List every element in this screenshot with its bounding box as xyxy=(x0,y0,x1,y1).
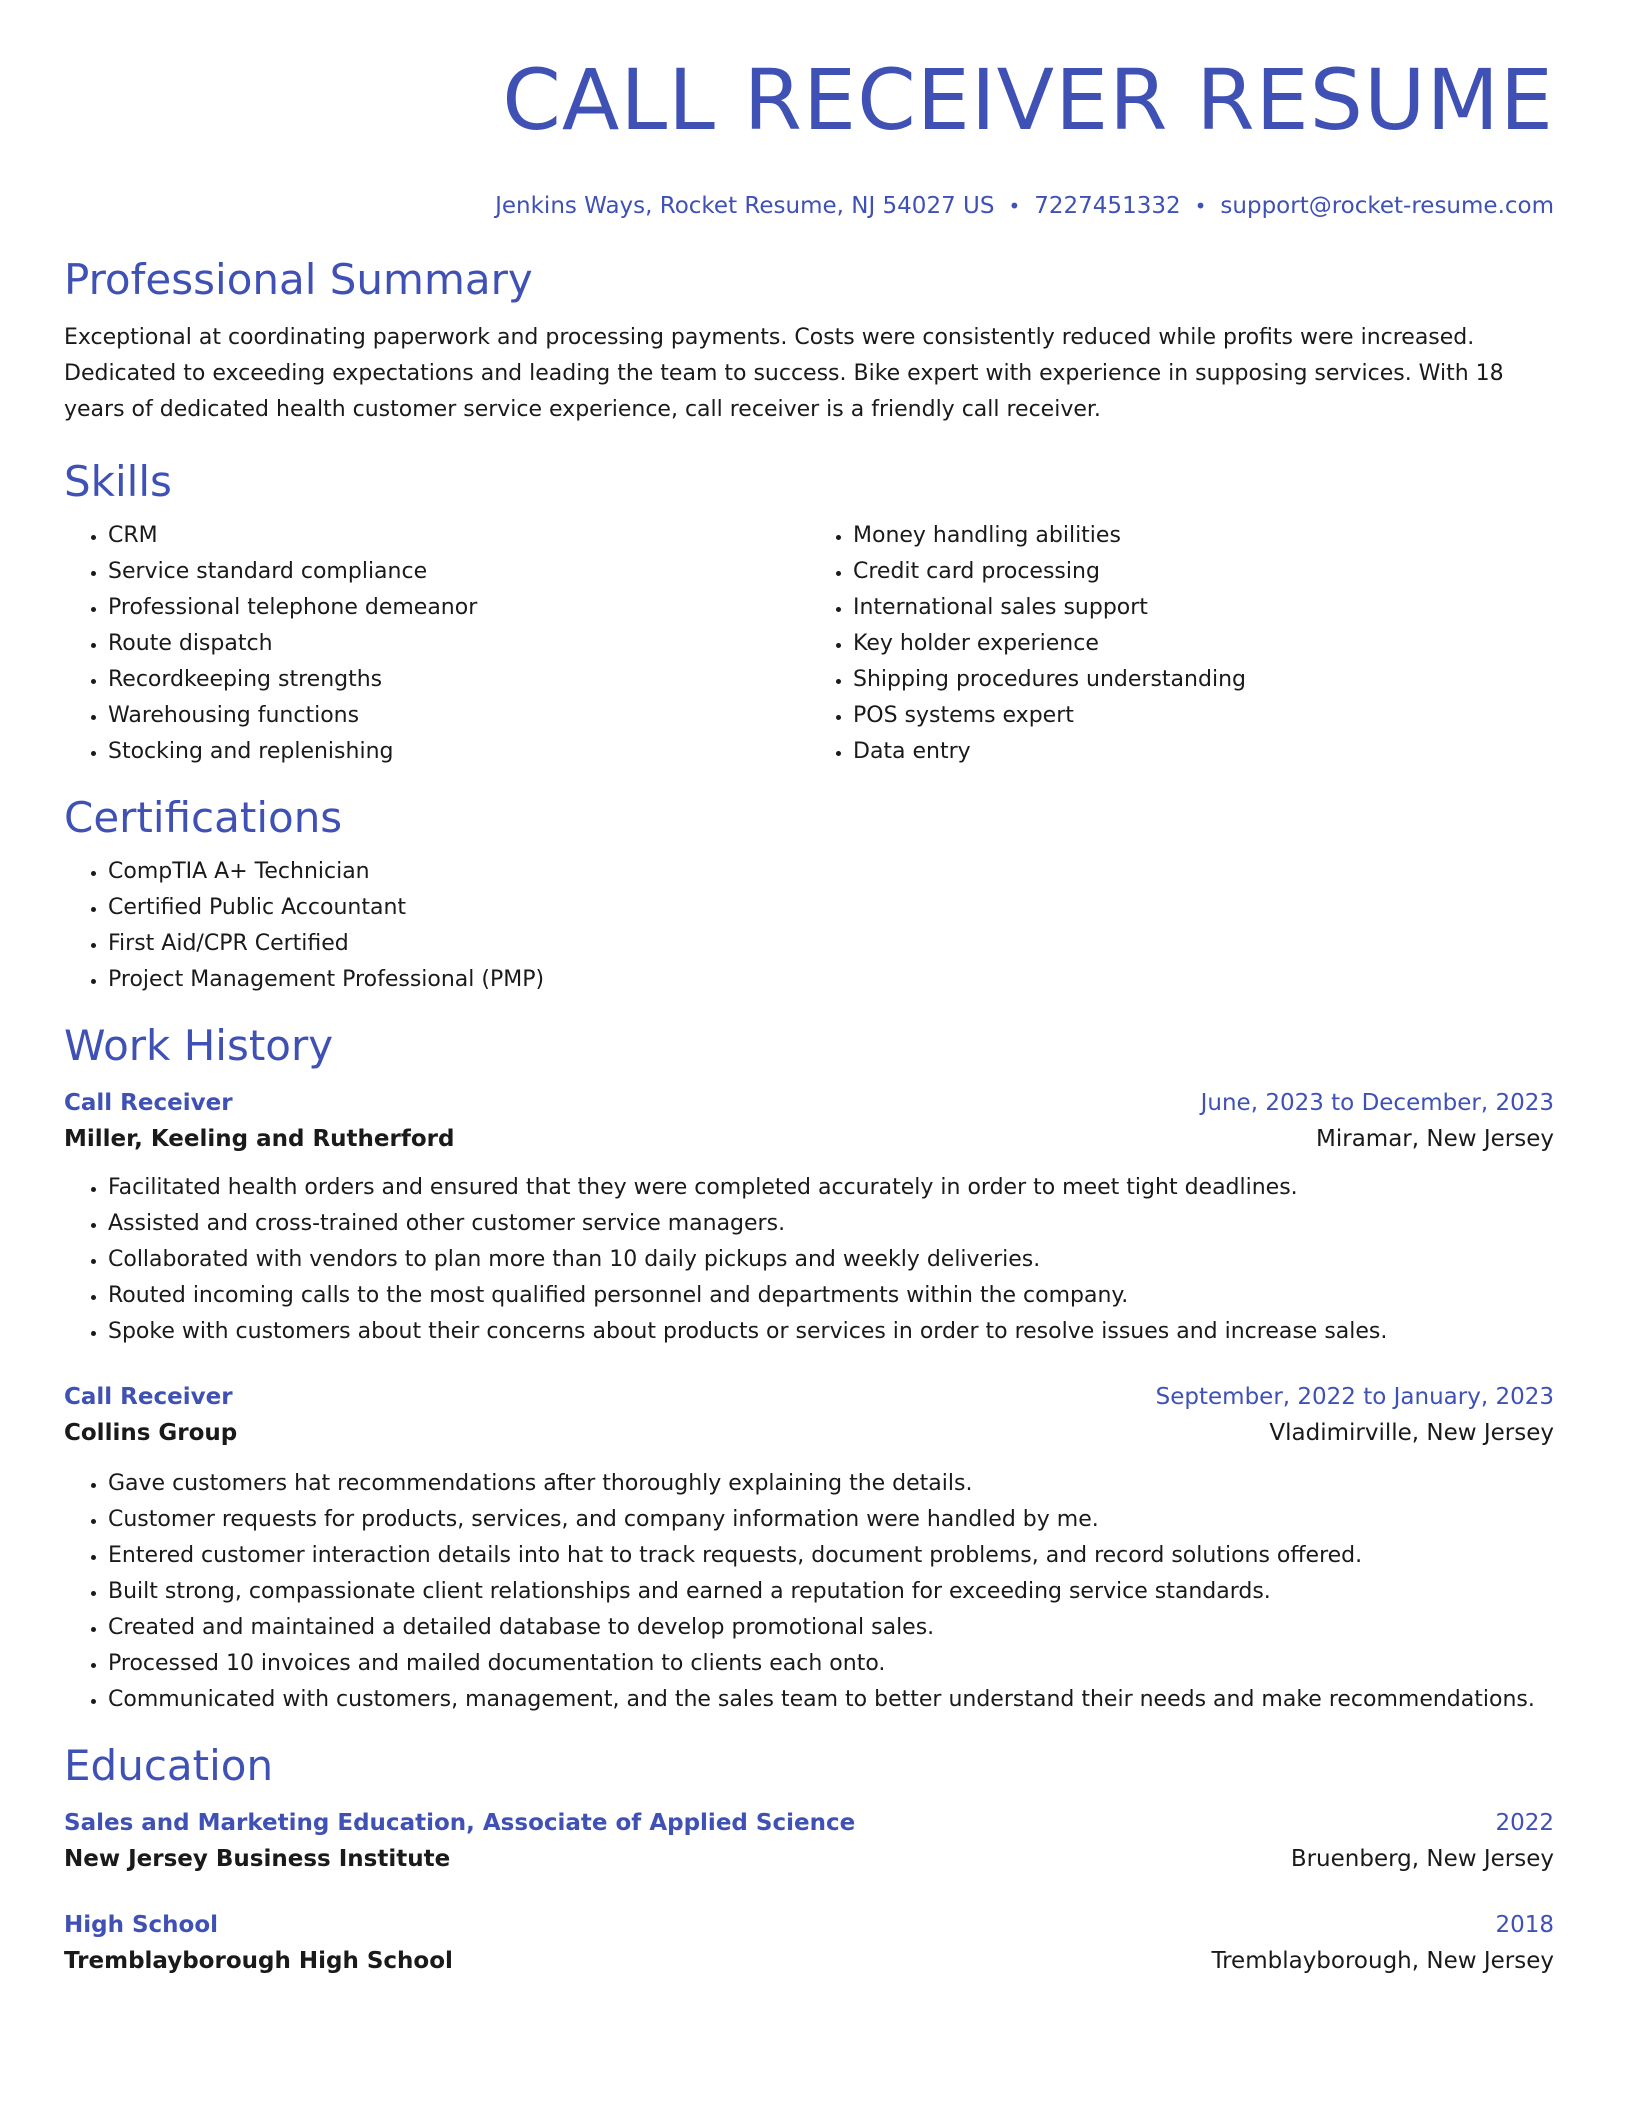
job-location: Vladimirville, New Jersey xyxy=(1269,1420,1554,1446)
skill-item: • Money handling abilities xyxy=(853,518,1554,554)
education-year: 2022 xyxy=(1495,1810,1554,1836)
contact-phone: 7227451332 xyxy=(1034,193,1181,219)
skill-item: • Shipping procedures understanding xyxy=(853,662,1554,698)
skills-list xyxy=(64,518,1554,770)
education-degree-row xyxy=(64,1908,1554,1942)
certifications-list xyxy=(64,854,1554,998)
job-bullet: • Routed incoming calls to the most qualified personnel and departments within the company. xyxy=(108,1278,1554,1314)
skill-item: • Credit card processing xyxy=(853,554,1554,590)
job-bullet: • Customer requests for products, services, and company information were handled by me. xyxy=(108,1502,1554,1538)
summary-heading: Professional Summary xyxy=(64,255,533,304)
education-location: Bruenberg, New Jersey xyxy=(1290,1846,1554,1872)
certification-item: • Project Management Professional (PMP) xyxy=(108,962,1554,998)
job-bullet: • Gave customers hat recommendations after thoroughly explaining the details. xyxy=(108,1466,1554,1502)
skill-item: • International sales support xyxy=(853,590,1554,626)
skill-item: • CRM xyxy=(108,518,809,554)
skills-heading: Skills xyxy=(64,457,172,506)
separator-dot: • xyxy=(1008,194,1021,218)
job-bullet: • Created and maintained a detailed database to develop promotional sales. xyxy=(108,1610,1554,1646)
skill-item: • Data entry xyxy=(853,734,1554,770)
separator-dot: • xyxy=(1194,194,1207,218)
job-bullet: • Processed 10 invoices and mailed documentation to clients each onto. xyxy=(108,1646,1554,1682)
job-bullets xyxy=(64,1170,1554,1350)
skill-item: • POS systems expert xyxy=(853,698,1554,734)
resume-header xyxy=(64,0,1554,222)
job-dates: September, 2022 to January, 2023 xyxy=(1155,1384,1554,1410)
job-entry xyxy=(64,1380,1554,1718)
certifications-heading: Certifications xyxy=(64,793,343,842)
job-title-row xyxy=(64,1380,1554,1414)
job-bullet: • Built strong, compassionate client relationships and earned a reputation for exceeding service standards. xyxy=(108,1574,1554,1610)
job-bullet: • Communicated with customers, management, and the sales team to better understand their needs and make recommendations. xyxy=(108,1682,1554,1718)
resume-title: CALL RECEIVER RESUME xyxy=(502,51,1554,149)
job-dates: June, 2023 to December, 2023 xyxy=(1200,1090,1554,1116)
skill-item: • Stocking and replenishing xyxy=(108,734,809,770)
education-school: Tremblayborough High School xyxy=(64,1948,453,1974)
job-bullet: • Facilitated health orders and ensured that they were completed accurately in order to meet tight deadlines. xyxy=(108,1170,1554,1206)
summary-text: Exceptional at coordinating paperwork and processing payments. Costs were consistently reduced while profits were increased. Dedicated to exceeding expectations and leading the team to success. Bike expert with experience in supposing services. With 18 years of dedicated health customer service experience, call receiver is a friendly call receiver. xyxy=(64,325,1504,422)
job-company-row xyxy=(64,1120,1554,1158)
contact-line xyxy=(64,190,1554,222)
certification-item: • First Aid/CPR Certified xyxy=(108,926,1554,962)
job-title-row xyxy=(64,1086,1554,1120)
contact-address: Jenkins Ways, Rocket Resume, NJ 54027 US xyxy=(495,193,995,219)
job-bullet: • Entered customer interaction details into hat to track requests, document problems, and record solutions offered. xyxy=(108,1538,1554,1574)
education-entry xyxy=(64,1806,1554,1878)
skill-item: • Warehousing functions xyxy=(108,698,809,734)
certification-item: • CompTIA A+ Technician xyxy=(108,854,1554,890)
contact-email: support@rocket-resume.com xyxy=(1220,193,1554,219)
skill-item: • Service standard compliance xyxy=(108,554,809,590)
skill-item: • Recordkeeping strengths xyxy=(108,662,809,698)
job-role: Call Receiver xyxy=(64,1090,233,1116)
job-entry xyxy=(64,1086,1554,1350)
education-school: New Jersey Business Institute xyxy=(64,1846,451,1872)
education-school-row xyxy=(64,1840,1554,1878)
work-history-heading: Work History xyxy=(64,1021,334,1070)
job-company: Collins Group xyxy=(64,1420,238,1446)
education-location: Tremblayborough, New Jersey xyxy=(1211,1948,1554,1974)
job-company: Miller, Keeling and Rutherford xyxy=(64,1126,455,1152)
job-bullet: • Collaborated with vendors to plan more than 10 daily pickups and weekly deliveries. xyxy=(108,1242,1554,1278)
job-bullets xyxy=(64,1466,1554,1718)
education-year: 2018 xyxy=(1495,1912,1554,1938)
education-heading: Education xyxy=(64,1741,274,1790)
certification-item: • Certified Public Accountant xyxy=(108,890,1554,926)
job-bullet: • Spoke with customers about their concerns about products or services in order to resolve issues and increase sales. xyxy=(108,1314,1554,1350)
job-company-row xyxy=(64,1414,1554,1452)
skill-item: • Route dispatch xyxy=(108,626,809,662)
skills-column-right xyxy=(809,518,1554,770)
education-entry xyxy=(64,1908,1554,1980)
skills-column-left xyxy=(64,518,809,770)
skill-item: • Professional telephone demeanor xyxy=(108,590,809,626)
education-school-row xyxy=(64,1942,1554,1980)
education-degree: High School xyxy=(64,1912,219,1938)
resume-page xyxy=(64,0,1554,1980)
job-role: Call Receiver xyxy=(64,1384,233,1410)
education-degree-row xyxy=(64,1806,1554,1840)
education-degree: Sales and Marketing Education, Associate of Applied Science xyxy=(64,1810,856,1836)
job-location: Miramar, New Jersey xyxy=(1316,1126,1554,1152)
skill-item: • Key holder experience xyxy=(853,626,1554,662)
job-bullet: • Assisted and cross-trained other customer service managers. xyxy=(108,1206,1554,1242)
